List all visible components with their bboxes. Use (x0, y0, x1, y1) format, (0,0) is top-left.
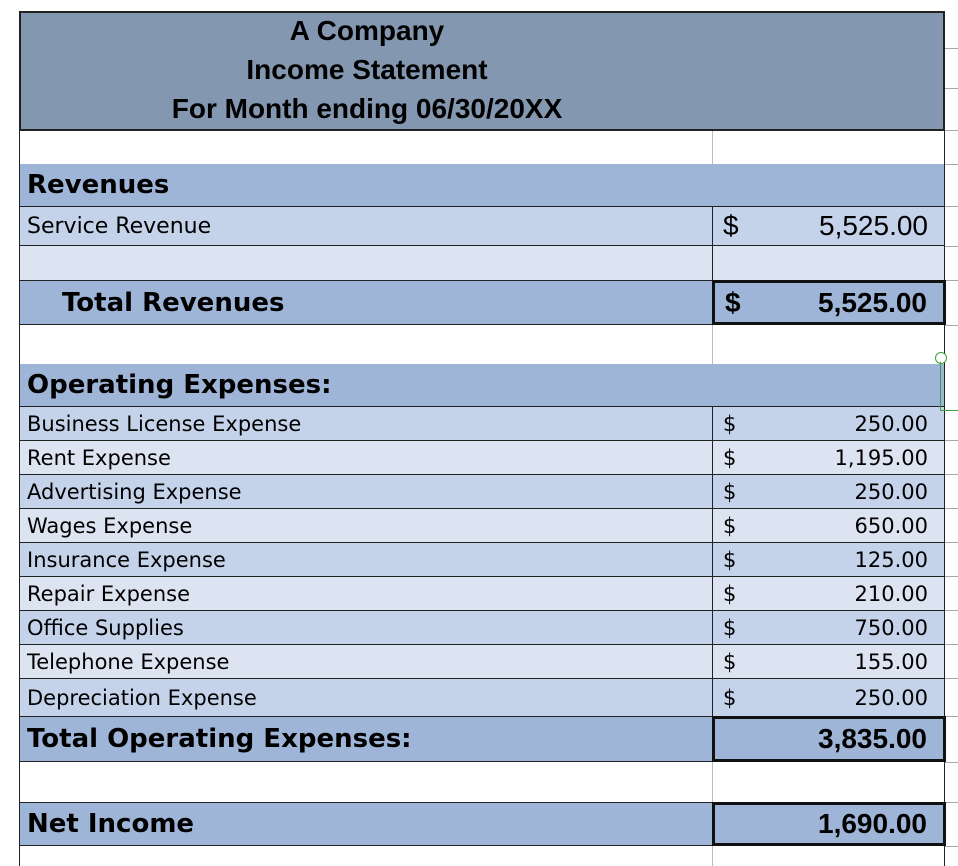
total-expenses-row[interactable] (19, 716, 945, 762)
expense-label: Insurance Expense (27, 547, 226, 572)
blank-row[interactable] (19, 131, 945, 164)
statement-title: Income Statement (246, 54, 488, 85)
total-revenues-row[interactable] (19, 280, 945, 325)
total-revenues-amount: 5,525.00 (818, 286, 927, 318)
gridline-tick (945, 48, 958, 49)
currency-symbol: $ (723, 581, 737, 606)
statement-header[interactable] (19, 11, 945, 131)
expense-label: Depreciation Expense (27, 685, 257, 710)
expense-row[interactable] (19, 678, 945, 716)
expense-amount: 155.00 (854, 649, 928, 674)
selection-border (940, 362, 958, 411)
currency-symbol: $ (723, 649, 737, 674)
expense-row[interactable] (19, 508, 945, 542)
amount-cell[interactable] (712, 846, 946, 866)
total-expenses-cell[interactable] (712, 716, 946, 762)
gridline-tick (945, 440, 958, 441)
total-revenues-label: Total Revenues (62, 287, 285, 318)
amount-cell[interactable] (712, 762, 946, 802)
amount-cell[interactable] (712, 131, 946, 164)
currency-symbol: $ (723, 685, 737, 710)
expense-amount: 250.00 (854, 479, 928, 504)
total-revenues-cell[interactable] (712, 280, 946, 325)
total-expenses-amount: 3,835.00 (818, 723, 927, 754)
revenue-amount: 5,525.00 (819, 210, 928, 241)
gridline-tick (945, 846, 958, 847)
gridline-tick (945, 88, 958, 89)
expense-amount-cell[interactable] (712, 509, 946, 542)
expense-row[interactable] (19, 576, 945, 610)
expense-amount-cell[interactable] (712, 475, 946, 508)
currency-symbol: $ (725, 286, 741, 318)
expense-label: Telephone Expense (27, 649, 230, 674)
expense-amount-cell[interactable] (712, 645, 946, 678)
expense-amount: 750.00 (854, 615, 928, 640)
blank-row[interactable] (19, 762, 945, 802)
amount-cell[interactable] (712, 246, 946, 280)
expense-label: Advertising Expense (27, 479, 242, 504)
gridline-tick (945, 325, 958, 326)
gridline-tick (945, 762, 958, 763)
amount-cell[interactable] (712, 325, 946, 364)
expense-label: Office Supplies (27, 615, 184, 640)
expense-label: Wages Expense (27, 513, 193, 538)
gridline-tick (945, 716, 958, 717)
revenue-amount-cell[interactable] (712, 207, 946, 245)
expense-amount: 125.00 (854, 547, 928, 572)
gridline-tick (945, 164, 958, 165)
gridline-tick (945, 802, 958, 803)
expense-row[interactable] (19, 644, 945, 678)
expenses-heading-row[interactable] (19, 364, 945, 406)
net-income-label: Net Income (27, 809, 195, 839)
gridline-tick (945, 508, 958, 509)
expense-amount-cell[interactable] (712, 611, 946, 644)
expense-amount-cell[interactable] (712, 679, 946, 716)
net-income-row[interactable] (19, 802, 945, 846)
net-income-cell[interactable] (712, 802, 946, 846)
gridline-tick (945, 130, 958, 131)
gridline-tick (945, 576, 958, 577)
currency-symbol: $ (723, 210, 739, 241)
expense-amount: 650.00 (854, 513, 928, 538)
blank-row[interactable] (19, 325, 945, 364)
expense-amount: 1,195.00 (834, 445, 928, 470)
gridline-tick (945, 206, 958, 207)
expense-row[interactable] (19, 610, 945, 644)
expense-label: Repair Expense (27, 581, 191, 606)
revenue-row[interactable] (19, 206, 945, 246)
expense-row[interactable] (19, 474, 945, 508)
gridline-tick (945, 474, 958, 475)
currency-symbol: $ (723, 547, 737, 572)
revenue-label: Service Revenue (27, 213, 212, 239)
gridline-tick (945, 644, 958, 645)
expense-label: Business License Expense (27, 411, 302, 436)
expense-amount-cell[interactable] (712, 577, 946, 610)
expenses-heading: Operating Expenses: (27, 370, 332, 400)
gridline-tick (945, 610, 958, 611)
expense-amount-cell[interactable] (712, 441, 946, 474)
currency-symbol: $ (723, 513, 737, 538)
expense-amount: 250.00 (854, 685, 928, 710)
revenues-heading-row[interactable] (19, 164, 945, 206)
currency-symbol: $ (723, 479, 737, 504)
blank-row[interactable] (19, 846, 945, 866)
gridline-tick (945, 542, 958, 543)
total-expenses-label: Total Operating Expenses: (27, 724, 412, 754)
gridline-tick (945, 280, 958, 281)
currency-symbol: $ (723, 411, 737, 436)
statement-period: For Month ending 06/30/20XX (171, 93, 563, 124)
gridline-tick (945, 678, 958, 679)
currency-symbol: $ (723, 615, 737, 640)
expense-label: Rent Expense (27, 445, 171, 470)
expense-amount-cell[interactable] (712, 407, 946, 440)
expense-row[interactable] (19, 406, 945, 440)
currency-symbol: $ (723, 445, 737, 470)
revenues-heading: Revenues (27, 170, 170, 200)
gridline-tick (945, 246, 958, 247)
company-name: A Company (289, 15, 445, 46)
expense-amount-cell[interactable] (712, 543, 946, 576)
expense-row[interactable] (19, 440, 945, 474)
expense-amount: 210.00 (854, 581, 928, 606)
net-income-amount: 1,690.00 (818, 808, 927, 839)
expense-amount: 250.00 (854, 411, 928, 436)
blank-row[interactable] (19, 246, 945, 280)
expense-row[interactable] (19, 542, 945, 576)
